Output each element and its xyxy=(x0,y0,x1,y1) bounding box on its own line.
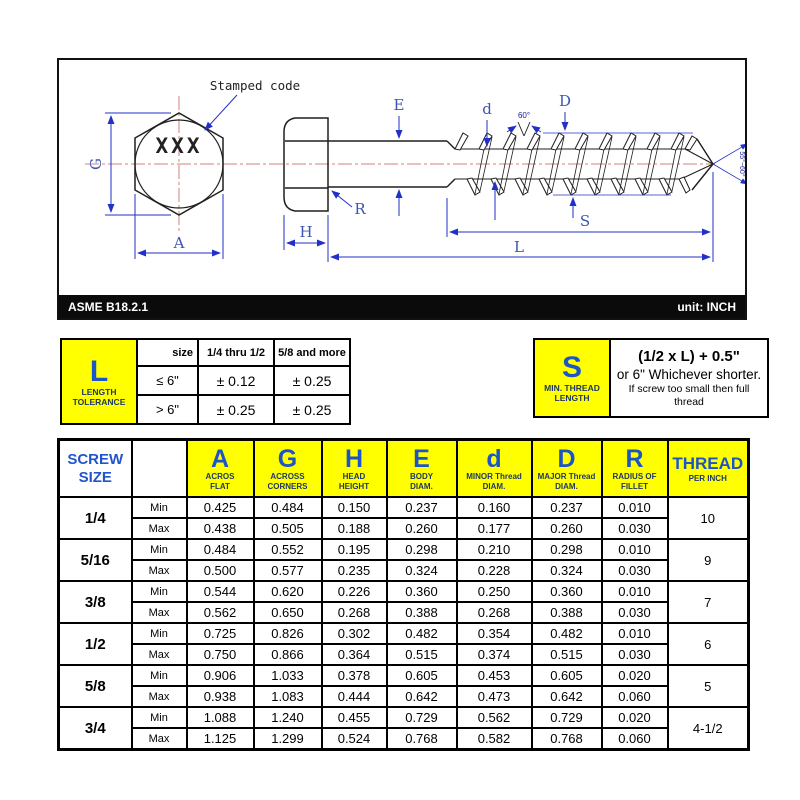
max-label: Max xyxy=(132,518,187,539)
min-value: 0.160 xyxy=(457,497,532,518)
min-value: 0.237 xyxy=(532,497,602,518)
header-col-d xyxy=(457,440,532,498)
header-col-D xyxy=(532,440,602,498)
min-value: 0.544 xyxy=(187,581,254,602)
min-value: 0.020 xyxy=(602,665,668,686)
min-value: 0.210 xyxy=(457,539,532,560)
max-value: 0.388 xyxy=(532,602,602,623)
max-value: 0.438 xyxy=(187,518,254,539)
tolerance-value: ± 0.25 xyxy=(198,395,274,424)
max-value: 0.650 xyxy=(254,602,322,623)
min-value: 0.425 xyxy=(187,497,254,518)
max-label: Max xyxy=(132,602,187,623)
point-angle-annotation xyxy=(713,144,745,184)
min-value: 0.298 xyxy=(387,539,457,560)
threads-per-inch: 4-1/2 xyxy=(668,707,749,750)
dim-label-E: E xyxy=(393,96,405,114)
max-value: 0.268 xyxy=(322,602,387,623)
max-label: Max xyxy=(132,560,187,581)
max-value: 0.260 xyxy=(532,518,602,539)
col-sublabel-2: FILLET xyxy=(620,481,649,491)
min-value: 0.010 xyxy=(602,581,668,602)
min-value: 0.484 xyxy=(187,539,254,560)
min-value: 0.455 xyxy=(322,707,387,728)
max-value: 0.500 xyxy=(187,560,254,581)
min-value: 0.360 xyxy=(532,581,602,602)
min-value: 0.226 xyxy=(322,581,387,602)
col-letter: G xyxy=(277,444,298,473)
corner-letter-L: L xyxy=(89,354,109,388)
min-value: 0.150 xyxy=(322,497,387,518)
min-value: 1.240 xyxy=(254,707,322,728)
screw-size-line2: SIZE xyxy=(78,468,112,486)
max-value: 0.444 xyxy=(322,686,387,707)
col-header-small-sizes: 1/4 thru 1/2 xyxy=(198,339,274,366)
threads-per-inch: 10 xyxy=(668,497,749,539)
max-value: 0.642 xyxy=(387,686,457,707)
min-value: 0.250 xyxy=(457,581,532,602)
stamped-code-label: Stamped code xyxy=(209,78,301,93)
col-letter: H xyxy=(344,444,364,473)
min-value: 0.605 xyxy=(387,665,457,686)
threads-per-inch: 7 xyxy=(668,581,749,623)
max-label: Max xyxy=(132,644,187,665)
min-value: 0.354 xyxy=(457,623,532,644)
tolerance-row-size: > 6" xyxy=(137,395,198,424)
max-value: 0.030 xyxy=(602,644,668,665)
max-label: Max xyxy=(132,686,187,707)
max-value: 0.324 xyxy=(532,560,602,581)
max-value: 0.374 xyxy=(457,644,532,665)
min-thread-corner xyxy=(534,339,610,417)
min-value: 0.237 xyxy=(387,497,457,518)
header-col-R xyxy=(602,440,668,498)
min-value: 0.826 xyxy=(254,623,322,644)
max-value: 0.642 xyxy=(532,686,602,707)
max-value: 0.515 xyxy=(387,644,457,665)
col-sublabel-1: MAJOR Thread xyxy=(537,471,596,481)
corner-caption-line2: TOLERANCE xyxy=(72,396,126,407)
col-sublabel-1: ACROS xyxy=(205,471,235,481)
max-value: 0.582 xyxy=(457,728,532,750)
dim-label-S: S xyxy=(579,212,591,230)
max-value: 0.515 xyxy=(532,644,602,665)
corner-caption-line2: LENGTH xyxy=(554,393,590,403)
thread-length-note: or 6" Whichever shorter. xyxy=(616,367,762,382)
lag-screw-drawing xyxy=(59,60,745,295)
max-value: 0.228 xyxy=(457,560,532,581)
col-letter: D xyxy=(557,444,576,473)
col-sublabel-2: DIAM. xyxy=(410,481,433,491)
min-value: 0.484 xyxy=(254,497,322,518)
min-value: 0.552 xyxy=(254,539,322,560)
min-value: 0.605 xyxy=(532,665,602,686)
max-value: 0.768 xyxy=(387,728,457,750)
col-letter: R xyxy=(625,444,644,473)
stamped-code-xxx: XXX xyxy=(155,134,203,158)
min-thread-length-box xyxy=(533,338,769,418)
max-value: 0.768 xyxy=(532,728,602,750)
max-value: 0.388 xyxy=(387,602,457,623)
col-sublabel-2: DIAM. xyxy=(482,481,506,491)
header-col-E xyxy=(387,440,457,498)
min-label: Min xyxy=(132,497,187,518)
max-value: 0.938 xyxy=(187,686,254,707)
size-cell-5/8: 5/8 xyxy=(59,665,132,707)
unit-label: unit: INCH xyxy=(677,299,736,314)
min-value: 0.729 xyxy=(387,707,457,728)
max-value: 0.473 xyxy=(457,686,532,707)
col-header-size: size xyxy=(137,339,198,366)
min-value: 0.729 xyxy=(532,707,602,728)
min-value: 0.482 xyxy=(387,623,457,644)
max-value: 0.030 xyxy=(602,560,668,581)
min-label: Min xyxy=(132,707,187,728)
corner-caption-line1: LENGTH xyxy=(81,386,117,397)
min-label: Min xyxy=(132,623,187,644)
max-value: 0.562 xyxy=(187,602,254,623)
length-tolerance-corner xyxy=(61,339,137,424)
max-value: 1.299 xyxy=(254,728,322,750)
max-label: Max xyxy=(132,728,187,750)
min-value: 0.010 xyxy=(602,623,668,644)
col-sublabel-2: DIAM. xyxy=(555,481,578,491)
max-value: 0.324 xyxy=(387,560,457,581)
max-value: 1.083 xyxy=(254,686,322,707)
min-label: Min xyxy=(132,665,187,686)
max-value: 0.235 xyxy=(322,560,387,581)
size-cell-1/4: 1/4 xyxy=(59,497,132,539)
technical-drawing-panel xyxy=(57,58,747,320)
corner-letter-S: S xyxy=(561,351,582,384)
header-col-G xyxy=(254,440,322,498)
dim-D xyxy=(543,112,693,218)
tolerance-value: ± 0.25 xyxy=(274,395,350,424)
thread-header-line1: THREAD xyxy=(672,453,744,473)
max-value: 0.030 xyxy=(602,602,668,623)
screw-dimensions-table-container xyxy=(57,438,750,751)
min-value: 0.725 xyxy=(187,623,254,644)
header-col-A xyxy=(187,440,254,498)
min-value: 0.195 xyxy=(322,539,387,560)
standard-name: ASME B18.2.1 xyxy=(68,299,149,314)
col-sublabel-1: BODY xyxy=(409,471,434,481)
thread-angle-annotation xyxy=(507,111,541,136)
min-value: 0.010 xyxy=(602,539,668,560)
header-thread-per-inch xyxy=(668,440,749,498)
max-value: 0.750 xyxy=(187,644,254,665)
col-sublabel-1: HEAD xyxy=(342,471,366,481)
dim-label-H: H xyxy=(299,223,313,241)
col-sublabel-2: FLAT xyxy=(210,481,230,491)
col-letter: d xyxy=(486,444,502,473)
max-value: 0.866 xyxy=(254,644,322,665)
size-cell-3/8: 3/8 xyxy=(59,581,132,623)
header-screw-size xyxy=(59,440,132,498)
header-minmax-blank xyxy=(132,440,187,498)
max-value: 0.364 xyxy=(322,644,387,665)
corner-caption-line1: MIN. THREAD xyxy=(544,383,600,393)
min-thread-note xyxy=(610,339,768,417)
min-value: 0.010 xyxy=(602,497,668,518)
max-value: 0.268 xyxy=(457,602,532,623)
max-value: 0.260 xyxy=(387,518,457,539)
max-value: 0.030 xyxy=(602,518,668,539)
max-value: 1.125 xyxy=(187,728,254,750)
min-value: 0.360 xyxy=(387,581,457,602)
size-cell-1/2: 1/2 xyxy=(59,623,132,665)
thread-angle-value: 60° xyxy=(517,111,531,120)
col-sublabel-1: ACROSS xyxy=(270,471,305,481)
stamped-code-leader xyxy=(205,95,237,130)
max-value: 0.177 xyxy=(457,518,532,539)
col-sublabel-2: CORNERS xyxy=(267,481,308,491)
length-tolerance-table xyxy=(60,338,351,425)
standard-bar xyxy=(59,295,745,318)
threads-per-inch: 9 xyxy=(668,539,749,581)
col-header-large-sizes: 5/8 and more xyxy=(274,339,350,366)
dim-label-A: A xyxy=(173,234,185,252)
dim-label-L: L xyxy=(514,238,524,256)
min-value: 0.906 xyxy=(187,665,254,686)
min-value: 0.482 xyxy=(532,623,602,644)
screw-size-line1: SCREW xyxy=(67,450,124,468)
max-value: 0.505 xyxy=(254,518,322,539)
min-label: Min xyxy=(132,581,187,602)
col-letter: E xyxy=(413,444,430,473)
size-cell-3/4: 3/4 xyxy=(59,707,132,750)
min-value: 1.033 xyxy=(254,665,322,686)
screw-dimensions-table xyxy=(57,438,750,751)
threads-per-inch: 6 xyxy=(668,623,749,665)
max-value: 0.188 xyxy=(322,518,387,539)
min-value: 0.453 xyxy=(457,665,532,686)
max-value: 0.060 xyxy=(602,686,668,707)
min-label: Min xyxy=(132,539,187,560)
centerlines xyxy=(85,96,715,232)
tolerance-value: ± 0.12 xyxy=(198,366,274,395)
thread-length-formula: (1/2 x L) + 0.5" xyxy=(638,348,740,365)
min-value: 0.562 xyxy=(457,707,532,728)
threads-per-inch: 5 xyxy=(668,665,749,707)
dim-label-D: D xyxy=(558,92,572,110)
dim-label-R: R xyxy=(354,200,366,218)
header-col-H xyxy=(322,440,387,498)
min-value: 1.088 xyxy=(187,707,254,728)
tolerance-value: ± 0.25 xyxy=(274,366,350,395)
max-value: 0.524 xyxy=(322,728,387,750)
max-value: 0.577 xyxy=(254,560,322,581)
col-letter: A xyxy=(210,444,230,473)
min-value: 0.620 xyxy=(254,581,322,602)
col-sublabel-1: RADIUS OF xyxy=(612,471,657,481)
dim-R-leader xyxy=(332,191,352,207)
dim-label-d: d xyxy=(482,100,492,118)
point-angle-value: 55°~60° xyxy=(738,151,745,177)
col-sublabel-1: MINOR Thread xyxy=(466,471,522,481)
max-value: 0.060 xyxy=(602,728,668,750)
tolerance-row-size: ≤ 6" xyxy=(137,366,198,395)
col-sublabel-2: HEIGHT xyxy=(338,481,370,491)
min-value: 0.302 xyxy=(322,623,387,644)
size-cell-5/16: 5/16 xyxy=(59,539,132,581)
min-value: 0.298 xyxy=(532,539,602,560)
min-value: 0.378 xyxy=(322,665,387,686)
dim-label-G: G xyxy=(87,158,105,170)
thread-header-line2: PER INCH xyxy=(688,473,727,483)
min-value: 0.020 xyxy=(602,707,668,728)
thread-length-subnote: If screw too small then full thread xyxy=(628,383,750,408)
